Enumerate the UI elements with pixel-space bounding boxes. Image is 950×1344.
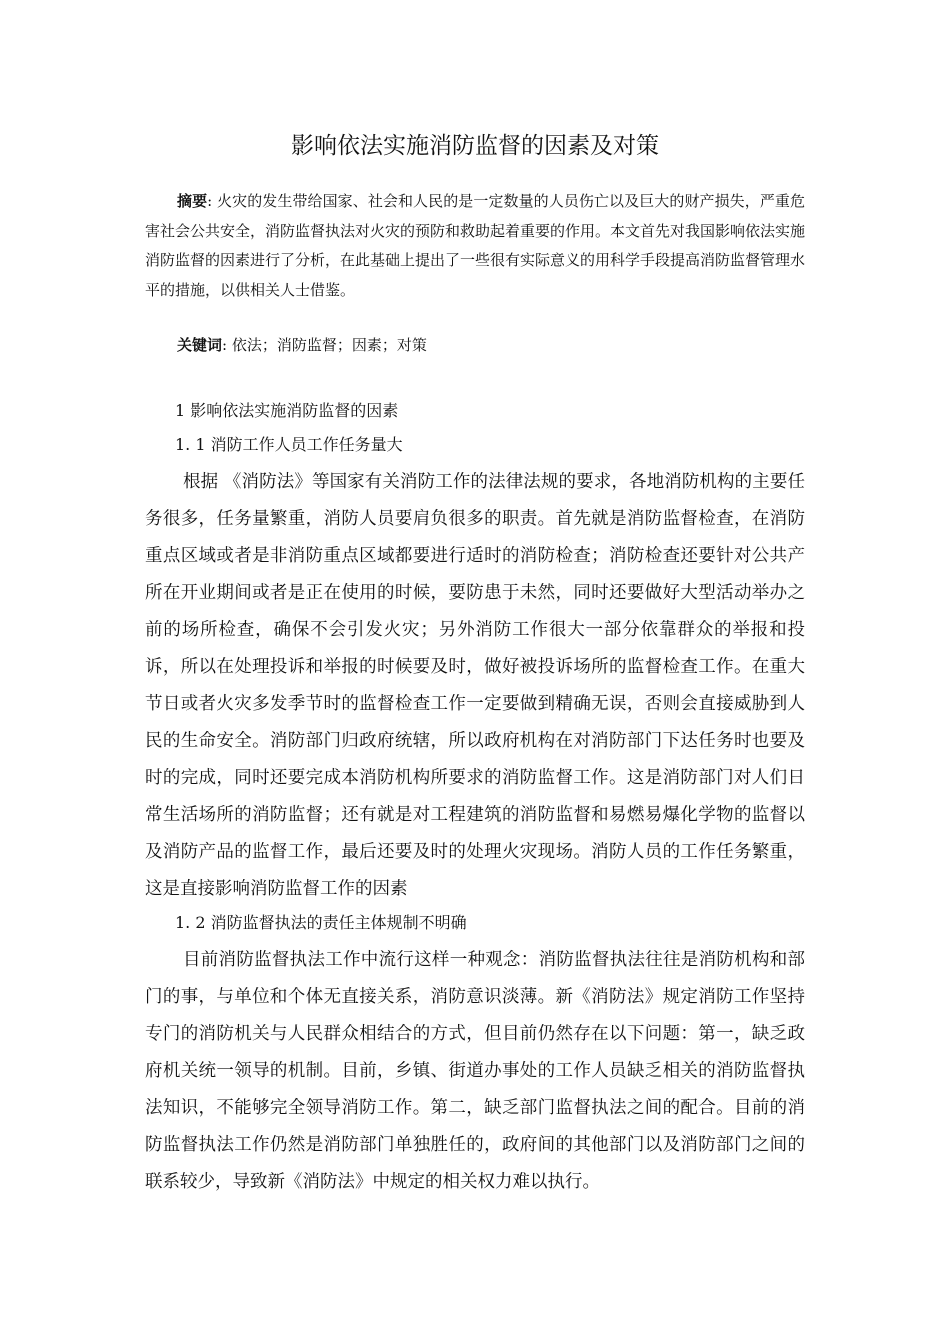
document-title: 影响依法实施消防监督的因素及对策 xyxy=(291,133,659,159)
section-1-2-body: 目前消防监督执法工作中流行这样一种观念：消防监督执法往往是消防机构和部门的事，与单位和个体无直接关系，消防意识淡薄。新《消防法》规定消防工作坚持专门的消防机关与人民群众相结合的方式，但目前仍然存在以下问题：第一，缺乏政府机关统一领导的机制。目前，乡镇、街道办事处的工作人员缺乏相关的消防监督执法知识，不能够完全领导消防工作。第二，缺乏部门监督执法之间的配合。目前的消防监督执法工作仍然是消防部门单独胜任的，政府间的其他部门以及消防部门之间的联系较少，导致新《消防法》中规定的相关权力难以执行。 xyxy=(145,950,805,1192)
abstract-paragraph xyxy=(145,187,805,305)
keywords-paragraph xyxy=(145,331,805,361)
abstract-text: : 火灾的发生带给国家、社会和人民的是一定数量的人员伤亡以及巨大的财产损失，严重危害社会公共安全，消防监督执法对火灾的预防和救助起着重要的作用。本文首先对我国影响依法实施消防监督的因素进行了分析，在此基础上提出了一些很有实际意义的用科学手段提高消防监督管理水平的措施，以供相关人士借鉴。 xyxy=(145,192,806,299)
section-1-1-heading: 1. 1 消防工作人员工作任务量大 xyxy=(175,435,403,454)
keywords-label: 关键词 xyxy=(177,336,223,354)
section-1-1-body: 根据 《消防法》等国家有关消防工作的法律法规的要求，各地消防机构的主要任务很多，任务量繁重，消防人员要肩负很多的职责。首先就是消防监督检查，在消防重点区域或者是非消防重点区域都要进行适时的消防检查；消防检查还要针对公共产所在开业期间或者是正在使用的时候，要防患于未然，同时还要做好大型活动举办之前的场所检查，确保不会引发火灾；另外消防工作很大一部分依靠群众的举报和投诉，所以在处理投诉和举报的时候要及时，做好被投诉场所的监督检查工作。在重大节日或者火灾多发季节时的监督检查工作一定要做到精确无误，否则会直接威胁到人民的生命安全。消防部门归政府统辖，所以政府机构在对消防部门下达任务时也要及时的完成，同时还要完成本消防机构所要求的消防监督工作。这是消防部门对人们日常生活场所的消防监督；还有就是对工程建筑的消防监督和易燃易爆化学物的监督以及消防产品的监督工作，最后还要及时的处理火灾现场。消防人员的工作任务繁重，这是直接影响消防监督工作的因素 xyxy=(145,472,805,899)
section-1-2-heading: 1. 2 消防监督执法的责任主体规制不明确 xyxy=(175,913,467,932)
abstract-label: 摘要 xyxy=(177,192,208,210)
section-1-heading: 1 影响依法实施消防监督的因素 xyxy=(175,401,399,420)
keywords-text: : 依法；消防监督；因素；对策 xyxy=(222,336,427,354)
